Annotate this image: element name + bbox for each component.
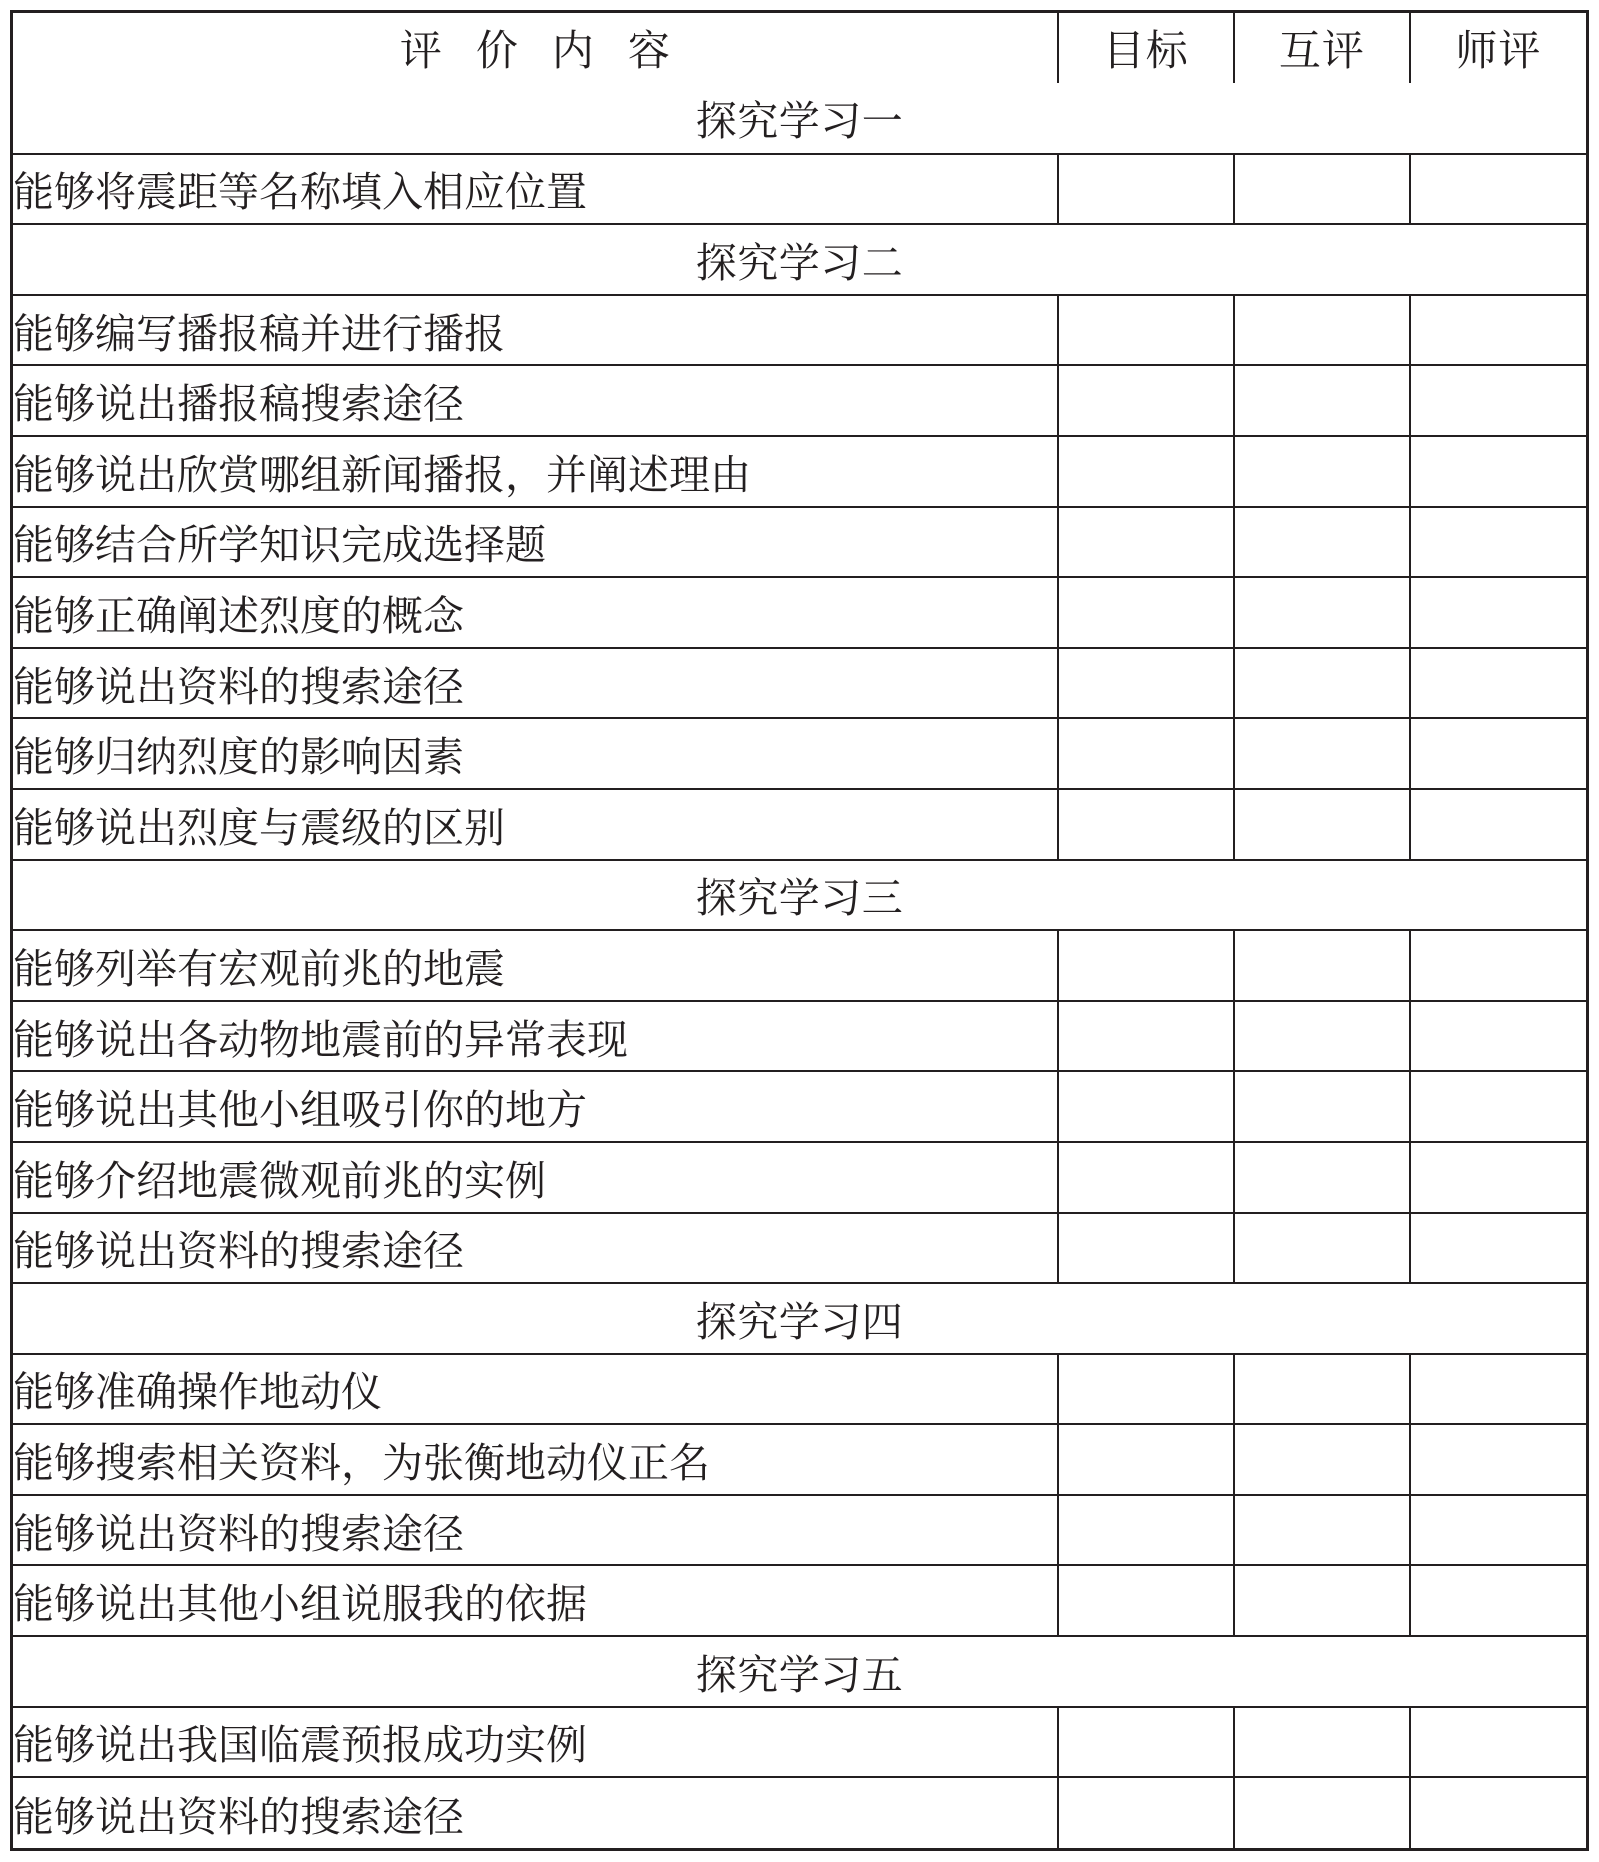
peer-review-cell (1234, 1142, 1410, 1213)
peer-review-cell (1234, 154, 1410, 225)
criterion-row (13, 1777, 1586, 1848)
peer-review-cell (1234, 1213, 1410, 1284)
peer-review-cell (1234, 1424, 1410, 1495)
criterion-row (13, 1213, 1586, 1284)
criterion-row (13, 1001, 1586, 1072)
criterion-text: 能够说出资料的搜索途径 (13, 1213, 1058, 1284)
criterion-text: 能够说出其他小组说服我的依据 (13, 1565, 1058, 1636)
peer-review-cell (1234, 577, 1410, 648)
criterion-row (13, 507, 1586, 578)
teacher-review-cell (1410, 365, 1586, 436)
goal-cell (1058, 1777, 1234, 1848)
teacher-review-cell (1410, 295, 1586, 366)
criterion-row (13, 789, 1586, 860)
teacher-review-cell (1410, 718, 1586, 789)
criterion-text: 能够将震距等名称填入相应位置 (13, 154, 1058, 225)
goal-cell (1058, 718, 1234, 789)
peer-review-cell (1234, 1001, 1410, 1072)
teacher-review-cell (1410, 577, 1586, 648)
teacher-review-cell (1410, 648, 1586, 719)
criterion-text: 能够结合所学知识完成选择题 (13, 507, 1058, 578)
header-content: 评价内容 (13, 13, 1058, 83)
peer-review-cell (1234, 1777, 1410, 1848)
criterion-row (13, 1424, 1586, 1495)
criterion-text: 能够说出烈度与震级的区别 (13, 789, 1058, 860)
peer-review-cell (1234, 1565, 1410, 1636)
teacher-review-cell (1410, 1071, 1586, 1142)
criterion-text: 能够介绍地震微观前兆的实例 (13, 1142, 1058, 1213)
teacher-review-cell (1410, 436, 1586, 507)
section-title: 探究学习四 (13, 1283, 1586, 1354)
section-title: 探究学习二 (13, 224, 1586, 295)
goal-cell (1058, 648, 1234, 719)
goal-cell (1058, 436, 1234, 507)
criterion-row (13, 1354, 1586, 1425)
criterion-text: 能够列举有宏观前兆的地震 (13, 930, 1058, 1001)
section-title: 探究学习一 (13, 83, 1586, 154)
section-row (13, 860, 1586, 931)
section-title: 探究学习五 (13, 1636, 1586, 1707)
goal-cell (1058, 1142, 1234, 1213)
peer-review-cell (1234, 718, 1410, 789)
peer-review-cell (1234, 436, 1410, 507)
goal-cell (1058, 1001, 1234, 1072)
teacher-review-cell (1410, 1565, 1586, 1636)
criterion-text: 能够说出播报稿搜索途径 (13, 365, 1058, 436)
header-teacher-review: 师评 (1410, 13, 1586, 83)
peer-review-cell (1234, 1707, 1410, 1778)
criterion-row (13, 1071, 1586, 1142)
criterion-row (13, 1142, 1586, 1213)
criterion-row (13, 718, 1586, 789)
peer-review-cell (1234, 930, 1410, 1001)
goal-cell (1058, 789, 1234, 860)
teacher-review-cell (1410, 154, 1586, 225)
criterion-text: 能够说出资料的搜索途径 (13, 648, 1058, 719)
criterion-text: 能够说出资料的搜索途径 (13, 1777, 1058, 1848)
teacher-review-cell (1410, 930, 1586, 1001)
criterion-row (13, 930, 1586, 1001)
goal-cell (1058, 1707, 1234, 1778)
criterion-text: 能够说出欣赏哪组新闻播报，并阐述理由 (13, 436, 1058, 507)
evaluation-table-frame (10, 10, 1589, 1851)
goal-cell (1058, 507, 1234, 578)
criterion-text: 能够编写播报稿并进行播报 (13, 295, 1058, 366)
header-peer-review: 互评 (1234, 13, 1410, 83)
evaluation-table (13, 13, 1586, 1848)
section-row (13, 224, 1586, 295)
peer-review-cell (1234, 507, 1410, 578)
criterion-row (13, 648, 1586, 719)
goal-cell (1058, 1495, 1234, 1566)
criterion-text: 能够准确操作地动仪 (13, 1354, 1058, 1425)
section-row (13, 1636, 1586, 1707)
goal-cell (1058, 1565, 1234, 1636)
criterion-text: 能够说出我国临震预报成功实例 (13, 1707, 1058, 1778)
criterion-row (13, 1565, 1586, 1636)
criterion-row (13, 577, 1586, 648)
peer-review-cell (1234, 789, 1410, 860)
criterion-text: 能够正确阐述烈度的概念 (13, 577, 1058, 648)
teacher-review-cell (1410, 1354, 1586, 1425)
goal-cell (1058, 365, 1234, 436)
criterion-row (13, 154, 1586, 225)
criterion-text: 能够搜索相关资料，为张衡地动仪正名 (13, 1424, 1058, 1495)
criterion-text: 能够说出资料的搜索途径 (13, 1495, 1058, 1566)
teacher-review-cell (1410, 1424, 1586, 1495)
criterion-row (13, 295, 1586, 366)
teacher-review-cell (1410, 789, 1586, 860)
teacher-review-cell (1410, 1213, 1586, 1284)
table-body (13, 83, 1586, 1848)
peer-review-cell (1234, 295, 1410, 366)
peer-review-cell (1234, 1071, 1410, 1142)
goal-cell (1058, 154, 1234, 225)
teacher-review-cell (1410, 1495, 1586, 1566)
goal-cell (1058, 930, 1234, 1001)
teacher-review-cell (1410, 1707, 1586, 1778)
peer-review-cell (1234, 1354, 1410, 1425)
teacher-review-cell (1410, 1142, 1586, 1213)
goal-cell (1058, 577, 1234, 648)
goal-cell (1058, 1213, 1234, 1284)
criterion-row (13, 1707, 1586, 1778)
criterion-row (13, 436, 1586, 507)
goal-cell (1058, 295, 1234, 366)
section-row (13, 83, 1586, 154)
peer-review-cell (1234, 365, 1410, 436)
criterion-row (13, 365, 1586, 436)
criterion-text: 能够归纳烈度的影响因素 (13, 718, 1058, 789)
teacher-review-cell (1410, 1001, 1586, 1072)
section-title: 探究学习三 (13, 860, 1586, 931)
peer-review-cell (1234, 1495, 1410, 1566)
goal-cell (1058, 1071, 1234, 1142)
goal-cell (1058, 1424, 1234, 1495)
peer-review-cell (1234, 648, 1410, 719)
header-goal: 目标 (1058, 13, 1234, 83)
goal-cell (1058, 1354, 1234, 1425)
header-row (13, 13, 1586, 83)
criterion-row (13, 1495, 1586, 1566)
teacher-review-cell (1410, 507, 1586, 578)
criterion-text: 能够说出其他小组吸引你的地方 (13, 1071, 1058, 1142)
teacher-review-cell (1410, 1777, 1586, 1848)
criterion-text: 能够说出各动物地震前的异常表现 (13, 1001, 1058, 1072)
section-row (13, 1283, 1586, 1354)
